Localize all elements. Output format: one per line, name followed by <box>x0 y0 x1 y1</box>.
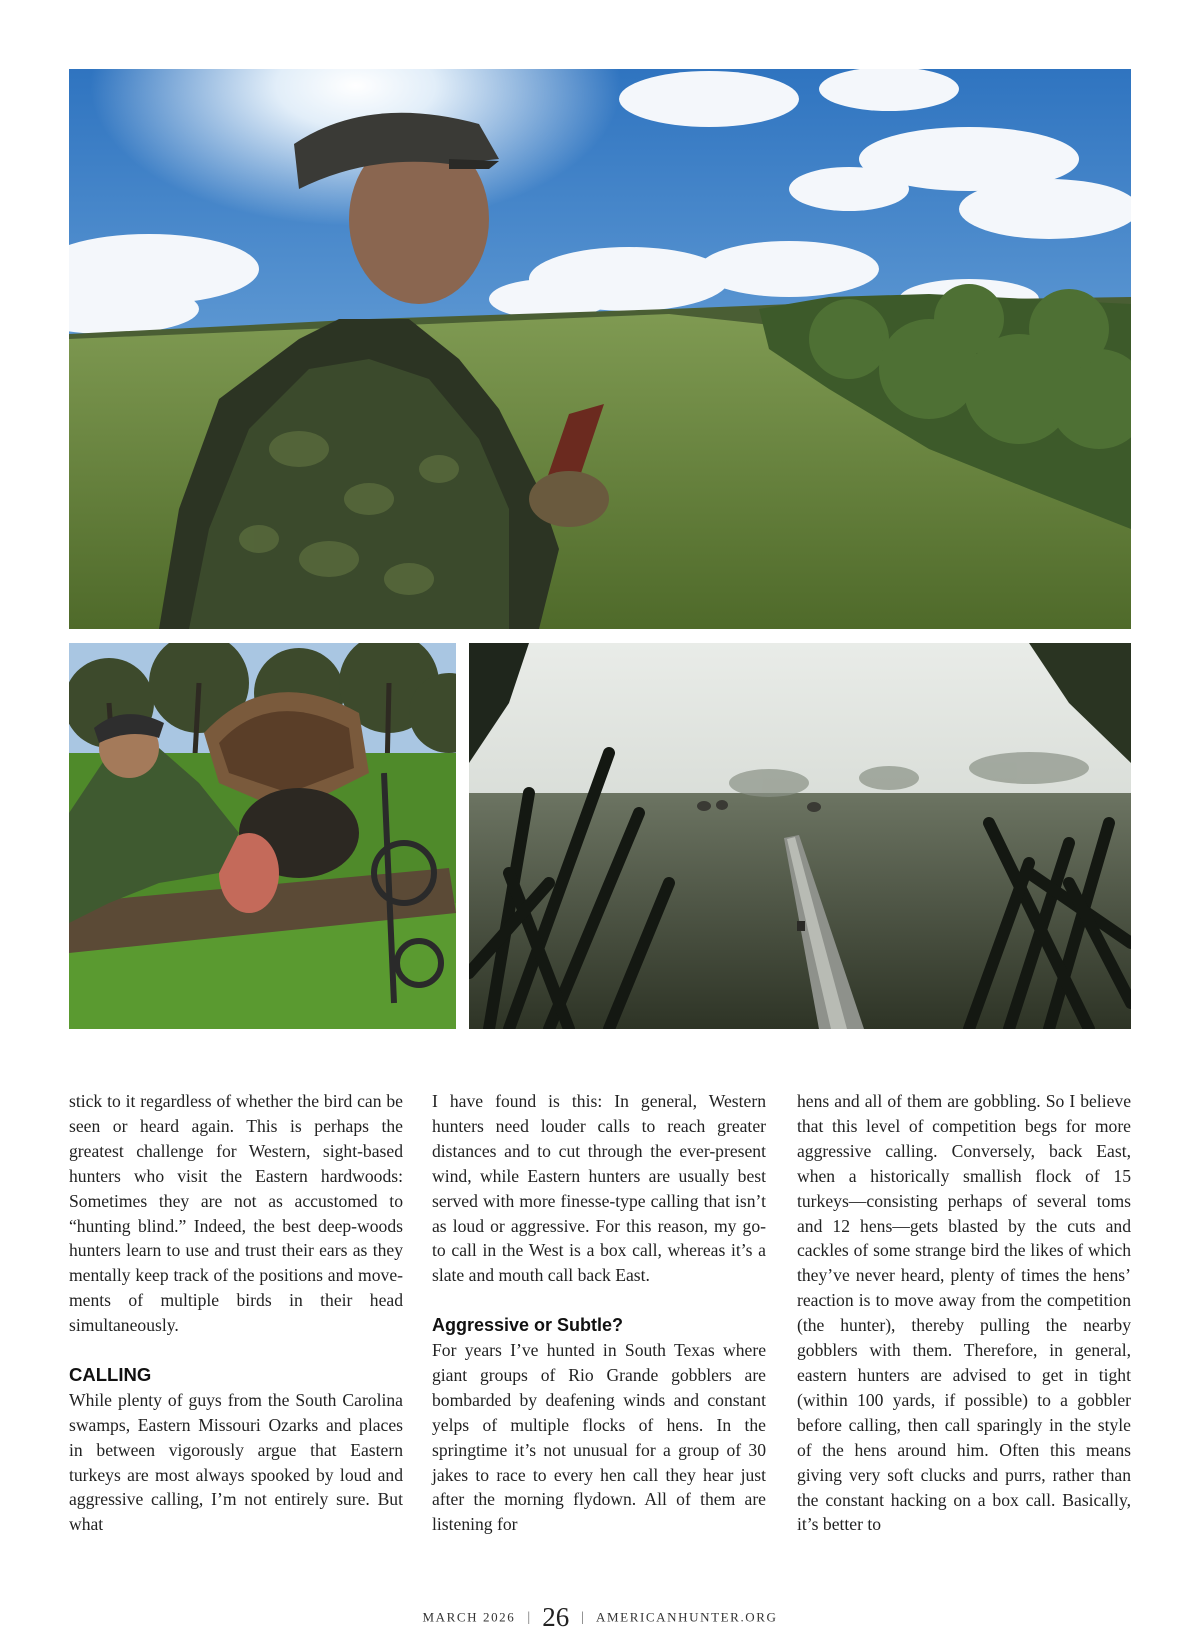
turkey-harvest-image <box>69 643 456 1029</box>
website-link[interactable]: AMERICANHUNTER.ORG <box>596 1609 778 1625</box>
section-heading-aggressive-or-subtle: Aggressive or Subtle? <box>432 1315 624 1336</box>
foggy-field-image <box>469 643 1131 1029</box>
issue-date: MARCH 2026 <box>422 1609 516 1625</box>
article-column-3 <box>797 1089 1131 1537</box>
page-number: 26 <box>542 1602 570 1632</box>
footer-separator: | <box>527 1609 531 1625</box>
photo-hunter-with-turkey <box>69 643 456 1029</box>
paragraph: stick to it regardless of whether the bird can be seen or heard again. This is perhaps the greatest challenge for Western, sight-based hunters who visit the Eastern hardwoods: Sometimes they are not as accustomed to “hunting blind.” Indeed, the best deep-woods hunters learn to use and trust their ears as they mentally keep track of the positions and movements of multiple birds in their head simultaneously. <box>69 1091 403 1336</box>
paragraph: I have found is this: In general, Western hunters need louder calls to reach greater distances and to cut through the ever-present wind, while Eastern hunters are usually best served with more finesse-type calling that isn’t as loud or aggressive. For this reason, my go-to call in the West is a box call, whereas it’s a slate and mouth call back East. <box>432 1091 766 1286</box>
footer-separator: | <box>581 1609 584 1625</box>
photo-hunter-on-ridge <box>69 69 1131 629</box>
spacer <box>432 1288 766 1313</box>
paragraph: hens and all of them are gobbling. So I believe that this level of competition begs for more aggressive calling. Conversely, back East, when a historically smallish flock of 15 turkeys—consisting perhaps of several toms and 12 hens—gets blasted by the cuts and cackles of some strange bird the likes of which they’ve never heard, plenty of times the hens’ reaction is to move away from the competition (the hunter), thereby pulling the nearby gobblers with them. Therefore, in general, eastern hunters are advised to get in tight (within 100 yards, if possible) to a gobbler before calling, then call sparingly in the style of the hens around him. Often this means giving very soft clucks and purrs, rather than the constant hacking on a box call. Basically, it’s better to <box>797 1091 1131 1535</box>
paragraph: While plenty of guys from the South Carolina swamps, Eastern Missouri Ozarks and places in between vigorously argue that Eastern turkeys are most always spooked by loud and aggressive calling, I’m not entirely sure. But what <box>69 1389 403 1535</box>
hunter-ridge-image <box>69 69 1131 629</box>
section-heading-calling: CALLING <box>69 1363 152 1385</box>
page-footer <box>0 1602 1200 1633</box>
photo-foggy-field-gun <box>469 643 1131 1029</box>
spacer <box>69 1338 403 1363</box>
article-column-2 <box>432 1089 766 1537</box>
article-column-1 <box>69 1089 403 1537</box>
paragraph: For years I’ve hunted in South Texas where giant groups of Rio Grande gobblers are bombarded by deafening winds and constant yelps of multiple flocks of hens. In the springtime it’s not unusual for a group of 30 jakes to race to every hen call they hear just after the morning flydown. All of them are listening for <box>432 1340 766 1535</box>
